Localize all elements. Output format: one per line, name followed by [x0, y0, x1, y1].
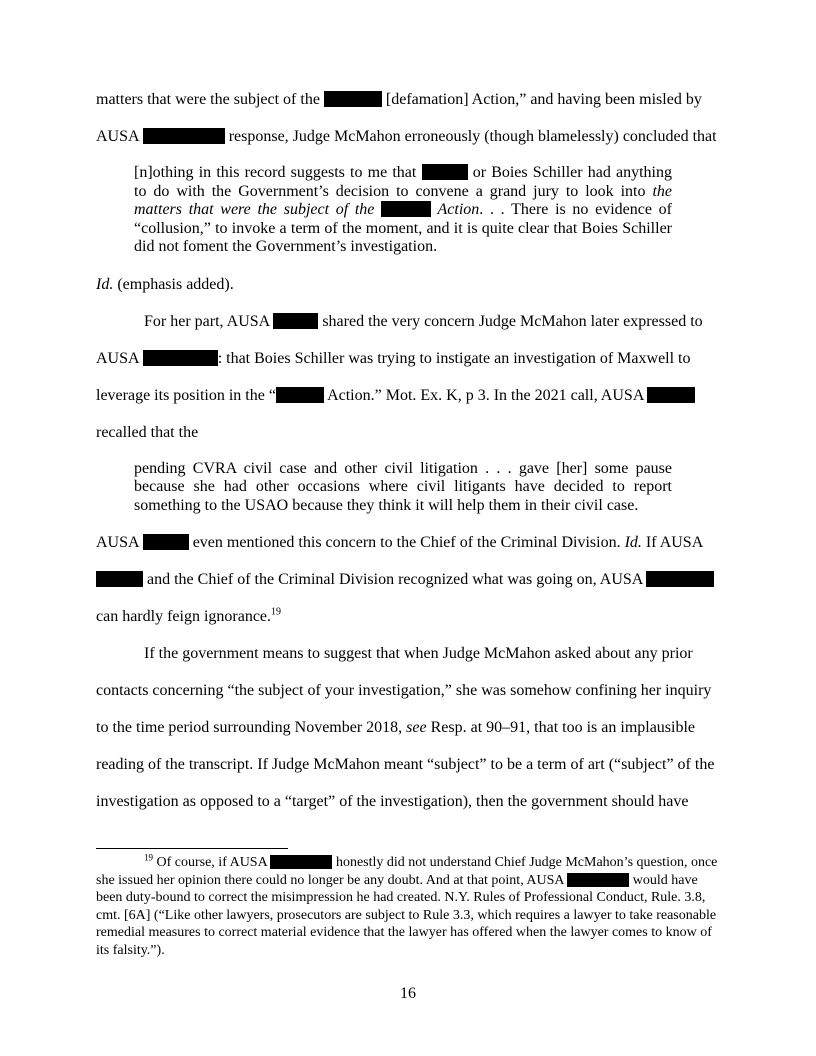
redaction-bar	[96, 571, 143, 587]
redaction-bar	[647, 387, 695, 403]
redaction-bar	[273, 313, 318, 329]
block-quote-mcmahon-finding: [n]othing in this record suggests to me that or Boies Schiller had anything to do with the Government’s decision to convene a grand jury to look into the matters that were the subject of the Action. . . There is no evidence of “collusion,” to invoke a term of the moment, and it is quite clear that Boies Schiller did not foment the Government’s investigation.	[134, 164, 672, 255]
redaction-bar	[567, 873, 629, 887]
redaction-bar	[143, 534, 189, 550]
paragraph-if-the-government: If the government means to suggest that when Judge McMahon asked about any prior contacts concerning “the subject of your investigation,” she was somehow confining her inquiry to the time period surrounding November 2018, see Resp. at 90–91, that too is an implausible reading of the transcript. If Judge McMahon meant “subject” to be a term of art (“subject” of the investigation as opposed to a “target” of the investigation), then the government should have	[96, 645, 715, 810]
citation-emphasis-added: Id. (emphasis added).	[96, 275, 234, 293]
block-quote-cvra-case: pending CVRA civil case and other civil litigation . . . gave [her] some pause because she had other occasions where civil litigants have decided to report something to the USAO because they think it will help them in their civil case.	[134, 459, 672, 514]
document-body	[96, 81, 720, 820]
redaction-bar	[381, 201, 431, 217]
redaction-bar	[646, 571, 714, 587]
redaction-bar	[276, 387, 324, 403]
redaction-bar	[270, 855, 332, 869]
paragraph-continued-from-previous-page: matters that were the subject of the [defamation] Action,” and having been misled by AUSA response, Judge McMahon erroneously (though blamelessly) concluded that	[96, 91, 717, 145]
paragraph-for-her-part: For her part, AUSA shared the very concern Judge McMahon later expressed to AUSA : that Boies Schiller was trying to instigate an investigation of Maxwell to leverage its position in the “ Action.” Mot. Ex. K, p 3. In the 2021 call, AUSA recalled that the	[96, 312, 703, 441]
footnote-reference: 19	[271, 606, 282, 618]
redaction-bar	[143, 128, 225, 144]
footnote-reference: 19	[144, 852, 153, 863]
footnote-area	[96, 848, 720, 959]
redaction-bar	[422, 164, 468, 180]
footnote-separator-line	[96, 848, 288, 849]
redaction-bar	[143, 350, 218, 366]
paragraph-criminal-division: AUSA even mentioned this concern to the Chief of the Criminal Division. Id. If AUSA and the Chief of the Criminal Division recognized what was going on, AUSA can hardly feign ignorance.$^{19}$	[96, 524, 720, 635]
page-number: 16	[400, 985, 416, 1002]
redaction-bar	[324, 91, 382, 107]
footnote-19: $^{19}$ Of course, if AUSA honestly did not understand Chief Judge McMahon’s question, once she issued her opinion there could no longer be any doubt. And at that point, AUSA would have been duty-bound to correct the misimpression he had created. N.Y. Rules of Professional Conduct, Rule. 3.8, cmt. [6A] (“Like other lawyers, prosecutors are subject to Rule 3.3, which requires a lawyer to take reasonable remedial measures to correct material evidence that the lawyer has offered when the lawyer comes to know of its falsity.”).	[96, 852, 718, 958]
